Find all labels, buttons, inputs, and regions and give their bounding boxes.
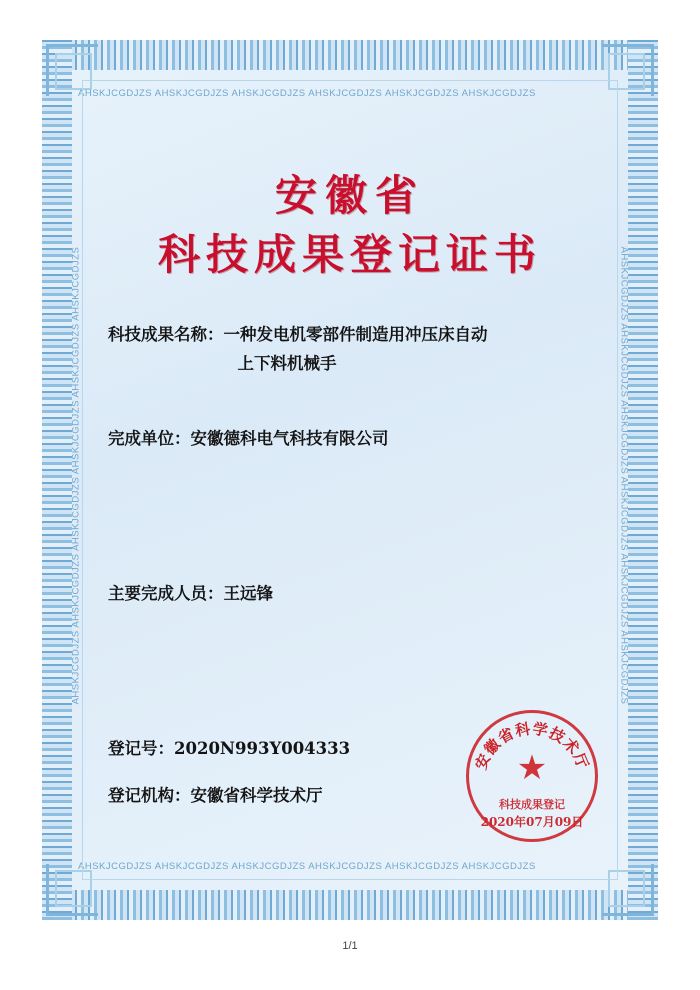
seal-arc-label: 安徽省科学技术厅 bbox=[471, 719, 593, 773]
achievement-name-label: 科技成果名称： bbox=[108, 325, 224, 345]
spacer-personnel bbox=[108, 454, 606, 580]
certificate-content bbox=[94, 92, 606, 868]
certificate-title bbox=[94, 170, 606, 283]
border-microtext-top: AHSKJCGDJZS AHSKJCGDJZS AHSKJCGDJZS AHSKJCGDJZS AHSKJCGDJZS AHSKJCGDJZS bbox=[78, 88, 536, 99]
certificate bbox=[42, 40, 658, 920]
seal-star-icon: ★ bbox=[516, 749, 548, 788]
field-achievement-name bbox=[108, 321, 606, 379]
page-number: 1/1 bbox=[342, 940, 358, 952]
main-personnel-label: 主要完成人员： bbox=[108, 583, 224, 603]
registration-authority-value: 安徽省科学技术厅 bbox=[190, 785, 323, 805]
completing-unit-label: 完成单位： bbox=[108, 428, 191, 448]
achievement-name-value bbox=[224, 321, 607, 379]
border-microtext-left: AHSKJCGDJZS AHSKJCGDJZS AHSKJCGDJZS AHSKJCGDJZS AHSKJCGDJZS AHSKJCGDJZS bbox=[70, 246, 82, 705]
border-lace-left bbox=[42, 40, 72, 920]
registration-number-value: 2020N993Y004333 bbox=[174, 738, 351, 758]
title-line-main: 科技成果登记证书 bbox=[157, 229, 542, 279]
main-personnel-value: 王远锋 bbox=[223, 583, 273, 603]
registration-number-label: 登记号： bbox=[108, 738, 174, 758]
official-seal bbox=[466, 710, 598, 842]
border-lace-bottom bbox=[42, 890, 658, 920]
border-microtext-bottom: AHSKJCGDJZS AHSKJCGDJZS AHSKJCGDJZS AHSKJCGDJZS AHSKJCGDJZS AHSKJCGDJZS bbox=[78, 861, 536, 872]
spacer-unit bbox=[108, 379, 606, 425]
registration-authority-label: 登记机构： bbox=[108, 785, 191, 805]
seal-date: 2020年07月09日 bbox=[480, 815, 584, 829]
border-lace-right bbox=[628, 40, 658, 920]
border-lace-top bbox=[42, 40, 658, 70]
field-main-personnel bbox=[108, 580, 606, 609]
title-line-province: 安徽省 bbox=[274, 171, 425, 220]
border-microtext-right: AHSKJCGDJZS AHSKJCGDJZS AHSKJCGDJZS AHSKJCGDJZS AHSKJCGDJZS AHSKJCGDJZS bbox=[618, 246, 630, 705]
achievement-name-value-line2: 上下料机械手 bbox=[237, 354, 337, 374]
seal-subtitle: 科技成果登记 bbox=[499, 798, 565, 811]
field-completing-unit bbox=[108, 425, 606, 454]
completing-unit-value: 安徽德科电气科技有限公司 bbox=[190, 428, 389, 448]
achievement-name-value-line1: 一种发电机零部件制造用冲压床自动 bbox=[223, 325, 488, 345]
